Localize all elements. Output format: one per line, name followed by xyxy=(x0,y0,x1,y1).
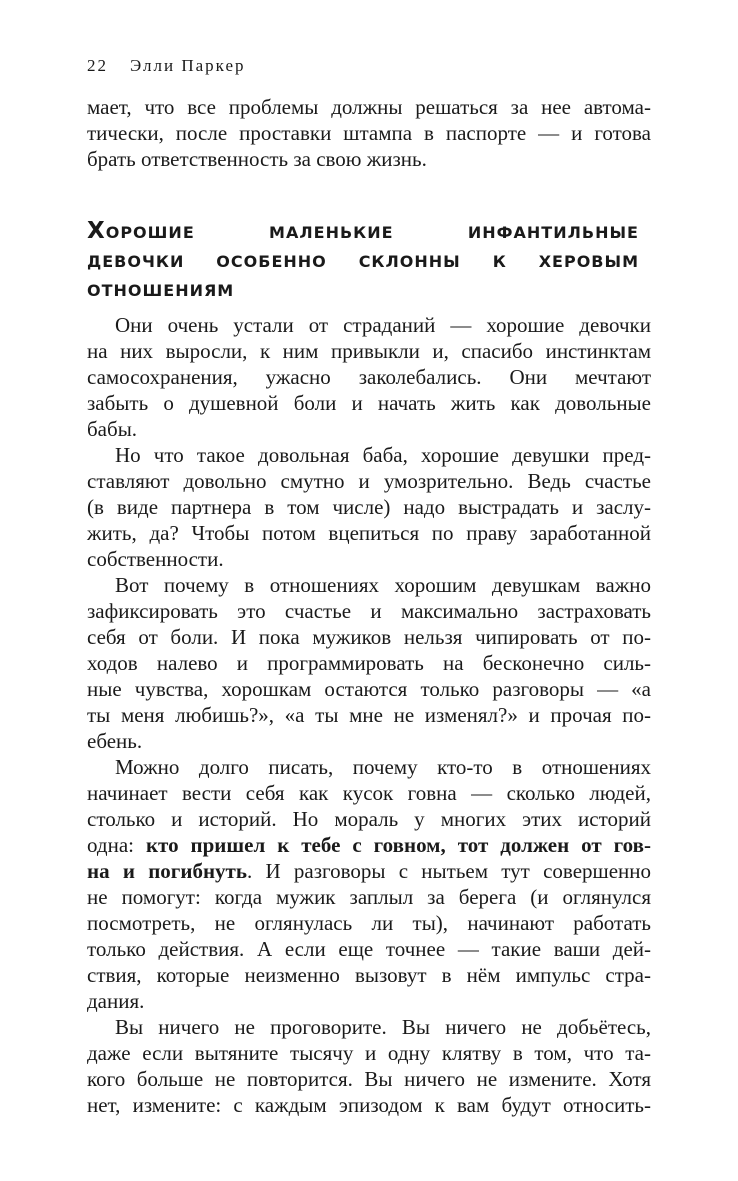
text-line: посмотреть, не оглянулась ли ты), начинают работать xyxy=(87,911,651,935)
page-number: 22 xyxy=(87,56,108,75)
bold-phrase: кто пришел к тебе с говном, тот должен от гов- xyxy=(145,833,651,857)
text-line: столько и историй. Но мораль у многих этих историй xyxy=(87,807,651,831)
text-line: Но что такое довольная баба, хорошие девушки пред- xyxy=(115,443,651,467)
text-line: даже если вытяните тысячу и одну клятву в том, что та- xyxy=(87,1041,651,1065)
author-name: Элли Паркер xyxy=(130,56,246,75)
text-line: мает, что все проблемы должны решаться за нее автома- xyxy=(87,95,651,119)
text-line: бабы. xyxy=(87,417,138,441)
text-line: Они очень устали от страданий — хорошие девочки xyxy=(115,313,651,337)
text-line: себя от боли. И пока мужиков нельзя чипировать от по- xyxy=(87,625,651,649)
text-span: одна: xyxy=(87,833,146,857)
text-line: самосохранения, ужасно заколебались. Они мечтают xyxy=(87,365,651,389)
text-line: Можно долго писать, почему кто-то в отношениях xyxy=(115,755,651,779)
text-line: зафиксировать это счастье и максимально застраховать xyxy=(87,599,651,623)
text-span: . И разговоры с нытьем тут совершенно xyxy=(246,859,651,883)
text-line: ходов налево и программировать на бесконечно силь- xyxy=(87,651,651,675)
text-line-bold-phrase xyxy=(87,832,651,858)
section-heading-line: отношениям xyxy=(87,276,235,302)
text-line: ебень. xyxy=(87,729,143,753)
bold-phrase: на и погибнуть xyxy=(87,859,247,883)
text-line: собственности. xyxy=(87,547,224,571)
text-line: жить, да? Чтобы потом вцепиться по праву заработанной xyxy=(87,521,651,545)
section-heading-line: девочки особенно склонны к херовым xyxy=(87,247,639,273)
text-line: Вы ничего не проговорите. Вы ничего не добьётесь, xyxy=(115,1015,651,1039)
text-line: ные чувства, хорошкам остаются только разговоры — «а xyxy=(87,677,651,701)
text-line: на них выросли, к ним привыкли и, спасибо инстинктам xyxy=(87,339,651,363)
text-line: ствия, которые неизменно вызовут в нём импульс стра- xyxy=(87,963,651,987)
section-heading-line: Хорошие маленькие инфантильные xyxy=(87,218,639,244)
text-line: брать ответственность за свою жизнь. xyxy=(87,147,427,171)
text-line: нет, измените: с каждым эпизодом к вам будут относить- xyxy=(87,1093,651,1117)
text-line: кого больше не повторится. Вы ничего не измените. Хотя xyxy=(87,1067,651,1091)
text-line-bold-phrase xyxy=(87,858,651,884)
text-line: ты меня любишь?», «а ты мне не изменял?» и прочая по- xyxy=(87,703,651,727)
text-line: не помогут: когда мужик заплыл за берега (и оглянулся xyxy=(87,885,651,909)
text-line: забыть о душевной боли и начать жить как довольные xyxy=(87,391,651,415)
running-head xyxy=(87,56,246,76)
text-line: (в виде партнера в том числе) надо выстрадать и заслу- xyxy=(87,495,651,519)
text-line: ставляют довольно смутно и умозрительно. Ведь счастье xyxy=(87,469,651,493)
text-line: Вот почему в отношениях хорошим девушкам важно xyxy=(115,573,651,597)
text-line: только действия. А если еще точнее — такие ваши дей- xyxy=(87,937,651,961)
text-line: начинает вести себя как кусок говна — сколько людей, xyxy=(87,781,651,805)
text-line: тически, после проставки штампа в паспорте — и готова xyxy=(87,121,651,145)
text-line: дания. xyxy=(87,989,145,1013)
